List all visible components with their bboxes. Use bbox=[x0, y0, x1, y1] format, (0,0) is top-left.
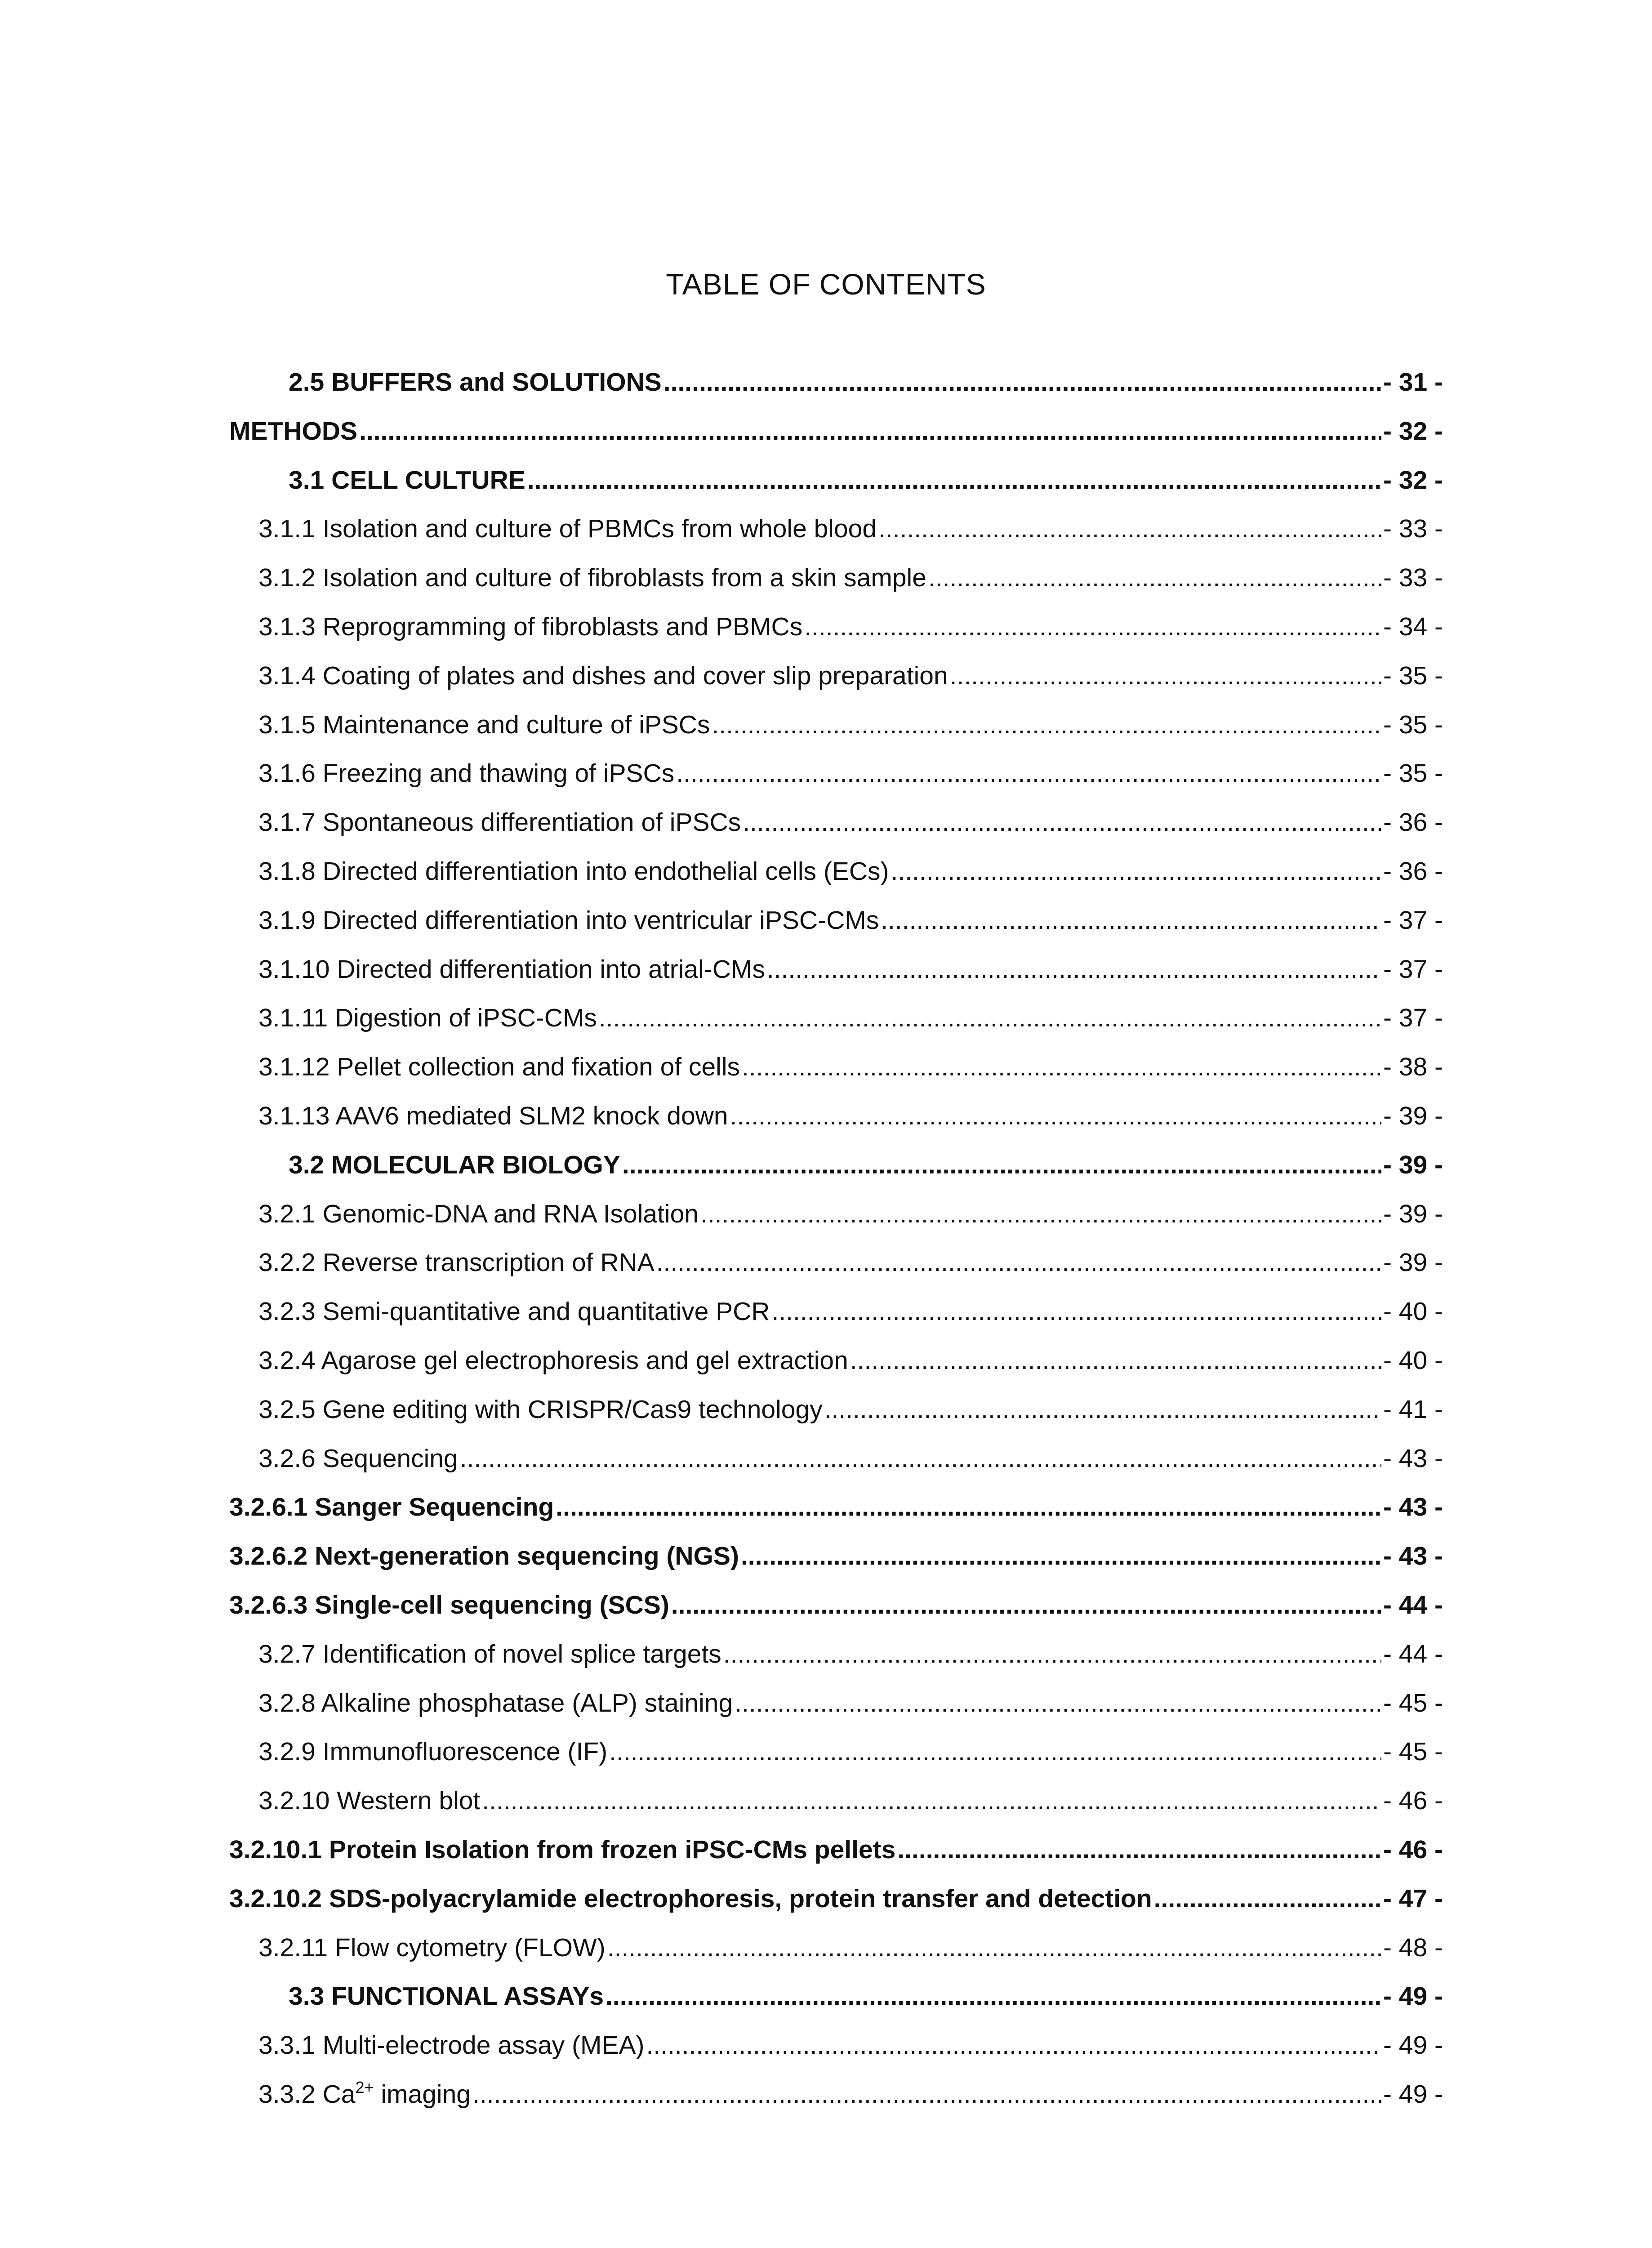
toc-entry-title: 3.2.8 Alkaline phosphatase (ALP) staining bbox=[258, 1689, 733, 1717]
toc-page-number: - 43 - bbox=[1383, 1493, 1443, 1521]
toc-entry-title: 3.2.4 Agarose gel electrophoresis and gel extraction bbox=[258, 1346, 848, 1375]
toc-entry[interactable] bbox=[229, 1538, 1443, 1574]
toc-page-number: - 36 - bbox=[1383, 808, 1443, 837]
toc-dot-leader bbox=[622, 1147, 1381, 1183]
toc-entry[interactable] bbox=[258, 1783, 1443, 1819]
toc-dot-leader bbox=[767, 951, 1381, 987]
toc-page-number: - 37 - bbox=[1383, 1004, 1443, 1032]
toc-dot-leader bbox=[878, 511, 1381, 547]
toc-dot-leader bbox=[950, 658, 1381, 694]
toc-entry-title: 3.3.1 Multi-electrode assay (MEA) bbox=[258, 2031, 645, 2060]
toc-entry[interactable] bbox=[258, 1000, 1443, 1036]
toc-entry[interactable] bbox=[289, 1978, 1443, 2014]
toc-entry-title: 3.2.3 Semi-quantitative and quantitative PCR bbox=[258, 1297, 770, 1326]
toc-dot-leader bbox=[527, 462, 1381, 498]
toc-entry[interactable] bbox=[258, 2027, 1443, 2063]
toc-dot-leader bbox=[824, 1392, 1381, 1427]
toc-entry[interactable] bbox=[229, 1881, 1443, 1917]
toc-entry[interactable] bbox=[289, 1147, 1443, 1183]
toc-entry[interactable] bbox=[258, 1734, 1443, 1770]
toc-page-number: - 43 - bbox=[1383, 1444, 1443, 1473]
toc-page-number: - 46 - bbox=[1383, 1835, 1443, 1864]
toc-dot-leader bbox=[646, 2027, 1381, 2063]
toc-entry-title: 3.1.10 Directed differentiation into atrial-CMs bbox=[258, 955, 765, 984]
toc-entry[interactable] bbox=[258, 1196, 1443, 1232]
toc-entry-title: 3.1.2 Isolation and culture of fibroblasts from a skin sample bbox=[258, 563, 926, 592]
toc-entry-title: 3.1.8 Directed differentiation into endothelial cells (ECs) bbox=[258, 857, 889, 886]
toc-entry-title: 3.2.6 Sequencing bbox=[258, 1444, 458, 1473]
page-title: TABLE OF CONTENTS bbox=[666, 268, 986, 301]
toc-entry-title: 3.2.10.1 Protein Isolation from frozen iPSC-CMs pellets bbox=[229, 1835, 896, 1864]
toc-dot-leader bbox=[897, 1832, 1381, 1868]
toc-entry-title: 3.2.6.1 Sanger Sequencing bbox=[229, 1493, 554, 1521]
toc-dot-leader bbox=[609, 1734, 1381, 1770]
toc-entry[interactable] bbox=[258, 1098, 1443, 1134]
toc-entry-title: 3.1.5 Maintenance and culture of iPSCs bbox=[258, 710, 710, 739]
toc-entry[interactable] bbox=[229, 1832, 1443, 1868]
toc-page-number: - 47 - bbox=[1383, 1884, 1443, 1913]
toc-dot-leader bbox=[607, 1930, 1381, 1966]
toc-dot-leader bbox=[850, 1343, 1381, 1378]
toc-entry-title: 3.3 FUNCTIONAL ASSAYs bbox=[289, 1982, 604, 2011]
toc-page-number: - 39 - bbox=[1383, 1200, 1443, 1228]
toc-page-number: - 49 - bbox=[1383, 2080, 1443, 2109]
toc-dot-leader bbox=[663, 364, 1381, 400]
toc-entry[interactable] bbox=[258, 951, 1443, 987]
toc-dot-leader bbox=[359, 413, 1381, 449]
toc-dot-leader bbox=[730, 1098, 1381, 1134]
toc-entry[interactable] bbox=[258, 609, 1443, 645]
toc-entry-title: 3.1 CELL CULTURE bbox=[289, 466, 525, 495]
toc-dot-leader bbox=[735, 1685, 1381, 1721]
toc-entry-title: 3.2.1 Genomic-DNA and RNA Isolation bbox=[258, 1200, 699, 1228]
toc-page-number: - 46 - bbox=[1383, 1786, 1443, 1815]
toc-page-number: - 33 - bbox=[1383, 514, 1443, 543]
toc-entry-title: 3.1.3 Reprogramming of fibroblasts and PBMCs bbox=[258, 612, 803, 641]
toc-entry[interactable] bbox=[229, 413, 1443, 449]
toc-entry[interactable] bbox=[258, 1441, 1443, 1476]
toc-entry-title: 3.2.5 Gene editing with CRISPR/Cas9 technology bbox=[258, 1395, 823, 1424]
toc-entry[interactable] bbox=[258, 707, 1443, 743]
toc-page-number: - 40 - bbox=[1383, 1346, 1443, 1375]
toc-entry-title: 3.1.7 Spontaneous differentiation of iPSCs bbox=[258, 808, 741, 837]
toc-page-number: - 33 - bbox=[1383, 563, 1443, 592]
toc-entry[interactable] bbox=[258, 511, 1443, 547]
toc-dot-leader bbox=[556, 1489, 1381, 1525]
toc-dot-leader bbox=[891, 853, 1381, 889]
toc-dot-leader bbox=[928, 560, 1381, 596]
toc-page-number: - 39 - bbox=[1383, 1248, 1443, 1277]
toc-dot-leader bbox=[606, 1978, 1381, 2014]
toc-page-number: - 48 - bbox=[1383, 1933, 1443, 1962]
toc-dot-leader bbox=[741, 1538, 1381, 1574]
toc-dot-leader bbox=[743, 804, 1381, 840]
toc-entry[interactable] bbox=[258, 1293, 1443, 1329]
toc-entry[interactable] bbox=[258, 1244, 1443, 1280]
toc-entry-title: 3.1.13 AAV6 mediated SLM2 knock down bbox=[258, 1102, 728, 1130]
toc-entry[interactable] bbox=[258, 1343, 1443, 1378]
toc-entry[interactable] bbox=[258, 1636, 1443, 1672]
toc-entry-title: 3.1.12 Pellet collection and fixation of cells bbox=[258, 1053, 740, 1081]
toc-entry[interactable] bbox=[289, 364, 1443, 400]
toc-entry[interactable] bbox=[258, 1392, 1443, 1427]
toc-page-number: - 35 - bbox=[1383, 759, 1443, 788]
toc-entry-title: 3.2.7 Identification of novel splice targets bbox=[258, 1640, 721, 1668]
toc-entry-title: 2.5 BUFFERS and SOLUTIONS bbox=[289, 368, 662, 397]
toc-entry-title: 3.1.11 Digestion of iPSC-CMs bbox=[258, 1004, 597, 1032]
toc-entry-title: 3.2 MOLECULAR BIOLOGY bbox=[289, 1151, 620, 1179]
toc-entry-title: 3.1.1 Isolation and culture of PBMCs from whole blood bbox=[258, 514, 877, 543]
toc-entry-title: 3.1.9 Directed differentiation into ventricular iPSC-CMs bbox=[258, 906, 879, 935]
toc-entry-title: 3.1.6 Freezing and thawing of iPSCs bbox=[258, 759, 675, 788]
toc-entry[interactable] bbox=[258, 853, 1443, 889]
toc-entry-title: 3.2.6.3 Single-cell sequencing (SCS) bbox=[229, 1591, 669, 1619]
toc-page-number: - 41 - bbox=[1383, 1395, 1443, 1424]
toc-dot-leader bbox=[671, 1587, 1381, 1623]
toc-entry[interactable] bbox=[258, 902, 1443, 938]
toc-page-number: - 45 - bbox=[1383, 1737, 1443, 1766]
toc-page-number: - 37 - bbox=[1383, 906, 1443, 935]
toc-page-number: - 49 - bbox=[1383, 1982, 1443, 2011]
toc-entry[interactable] bbox=[289, 462, 1443, 498]
toc-page-number: - 39 - bbox=[1383, 1151, 1443, 1179]
toc-dot-leader bbox=[656, 1244, 1381, 1280]
toc-entry[interactable] bbox=[258, 560, 1443, 596]
toc-page-number: - 37 - bbox=[1383, 955, 1443, 984]
toc-dot-leader bbox=[472, 2076, 1381, 2112]
toc-entry[interactable] bbox=[258, 804, 1443, 840]
toc-entry-title: METHODS bbox=[229, 417, 357, 446]
toc-entry-title: 3.2.2 Reverse transcription of RNA bbox=[258, 1248, 655, 1277]
toc-dot-leader bbox=[460, 1441, 1381, 1476]
toc-page-number: - 31 - bbox=[1383, 368, 1443, 397]
toc-dot-leader bbox=[700, 1196, 1381, 1232]
toc-entry-title: 3.2.6.2 Next-generation sequencing (NGS) bbox=[229, 1542, 739, 1570]
toc-dot-leader bbox=[599, 1000, 1381, 1036]
toc-page-number: - 44 - bbox=[1383, 1591, 1443, 1619]
toc-page-number: - 44 - bbox=[1383, 1640, 1443, 1668]
toc-entry-title: 3.2.9 Immunofluorescence (IF) bbox=[258, 1737, 608, 1766]
toc-dot-leader bbox=[742, 1049, 1381, 1085]
toc-entry-title: 3.2.11 Flow cytometry (FLOW) bbox=[258, 1933, 606, 1962]
toc-entry[interactable] bbox=[258, 1685, 1443, 1721]
toc-page-number: - 36 - bbox=[1383, 857, 1443, 886]
toc-entry[interactable] bbox=[229, 1489, 1443, 1525]
toc-dot-leader bbox=[712, 707, 1381, 743]
toc-entry[interactable] bbox=[258, 2076, 1443, 2112]
toc-page-number: - 45 - bbox=[1383, 1689, 1443, 1717]
toc-page-number: - 35 - bbox=[1383, 710, 1443, 739]
toc-entry[interactable] bbox=[258, 658, 1443, 694]
toc-page-number: - 43 - bbox=[1383, 1542, 1443, 1570]
toc-entry-title: 3.2.10.2 SDS-polyacrylamide electrophoresis, protein transfer and detection bbox=[229, 1884, 1152, 1913]
toc-page-number: - 38 - bbox=[1383, 1053, 1443, 1081]
toc-page-number: - 35 - bbox=[1383, 661, 1443, 690]
toc-entry[interactable] bbox=[258, 1049, 1443, 1085]
toc-page-number: - 32 - bbox=[1383, 417, 1443, 446]
toc-page-number: - 39 - bbox=[1383, 1102, 1443, 1130]
toc-dot-leader bbox=[723, 1636, 1381, 1672]
toc-entry[interactable] bbox=[229, 1587, 1443, 1623]
toc-entry[interactable] bbox=[258, 1930, 1443, 1966]
toc-dot-leader bbox=[804, 609, 1381, 645]
toc-entry-title: 3.1.4 Coating of plates and dishes and cover slip preparation bbox=[258, 661, 948, 690]
toc-page-number: - 32 - bbox=[1383, 466, 1443, 495]
toc-entry[interactable] bbox=[258, 755, 1443, 791]
toc-page-number: - 49 - bbox=[1383, 2031, 1443, 2060]
toc-page-number: - 40 - bbox=[1383, 1297, 1443, 1326]
toc-page-number: - 34 - bbox=[1383, 612, 1443, 641]
toc-dot-leader bbox=[881, 902, 1381, 938]
toc-dot-leader bbox=[1154, 1881, 1381, 1917]
toc-dot-leader bbox=[676, 755, 1381, 791]
toc-entry-title: 3.3.2 $Ca^{2+}$ imaging bbox=[258, 2078, 471, 2109]
toc-dot-leader bbox=[772, 1293, 1381, 1329]
toc-entry-title: 3.2.10 Western blot bbox=[258, 1786, 481, 1815]
toc-dot-leader bbox=[482, 1783, 1381, 1819]
